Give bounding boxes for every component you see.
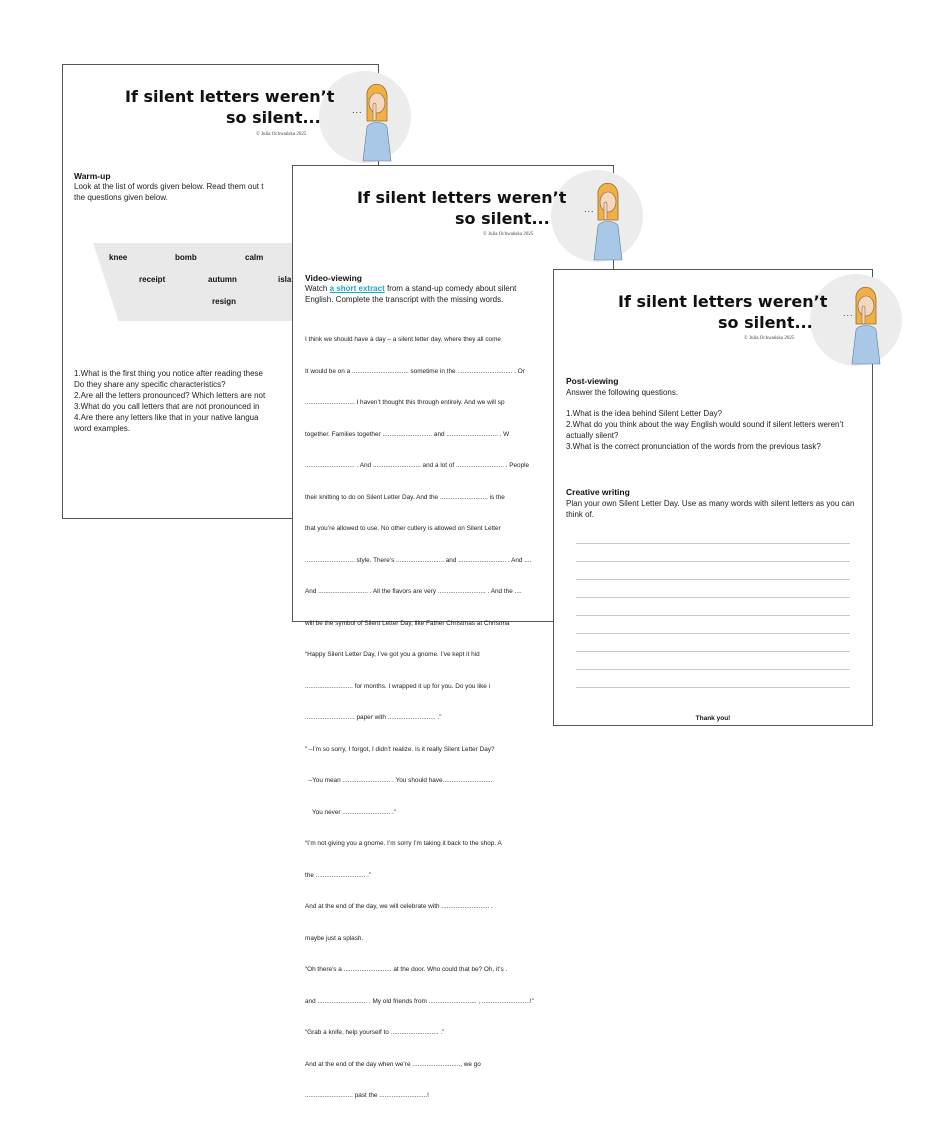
- speech-dots: ...: [352, 105, 363, 115]
- warmup-heading: Warm-up: [74, 171, 111, 181]
- transcript-line: “ –I’m so sorry, I forgot, I didn’t realize. Is it really Silent Letter Day?: [305, 745, 495, 753]
- transcript-line: –You mean ........................... . You should have............................: [305, 777, 493, 784]
- writing-line[interactable]: [576, 561, 850, 562]
- shushing-girl-illustration: [361, 75, 391, 161]
- title-line-2: so silent...: [226, 108, 321, 127]
- writing-line[interactable]: [576, 669, 850, 670]
- worksheet-page-post-viewing: [553, 269, 873, 726]
- word-item: resign: [212, 297, 237, 306]
- warmup-questions: [74, 368, 265, 434]
- instructions-text: English. Complete the transcript with the missing words.: [305, 295, 504, 304]
- instructions-text: Watch: [305, 284, 330, 293]
- transcript-line: ............................ I haven’t thought this through entirely. And we will sp: [305, 399, 505, 406]
- title-line-1: If silent letters weren’t: [618, 292, 828, 311]
- question-line: 1.What is the first thing you notice after reading these: [74, 369, 263, 378]
- transcript-line: ............................ style. There’s ........................... and ........................... . And ....: [305, 556, 532, 564]
- warmup-instructions-2: the questions given below.: [74, 193, 168, 202]
- warmup-instructions: Look at the list of words given below. Read them out t: [74, 182, 264, 191]
- writing-line[interactable]: [576, 543, 850, 544]
- question-line: 2.Are all the letters pronounced? Which letters are not: [74, 391, 266, 400]
- transcript-line: the ............................ .”: [305, 871, 372, 879]
- writing-line[interactable]: [576, 597, 850, 598]
- post-viewing-intro: Answer the following questions.: [566, 388, 679, 397]
- transcript-line: “Happy Silent Letter Day, I’ve got you a gnome. I’ve kept it hid: [305, 651, 480, 658]
- transcript-line: will be the symbol of Silent Letter Day, like Father Christmas at Christma: [305, 619, 510, 627]
- transcript-line: I think we should have a day – a silent letter day, where they all come: [305, 336, 501, 343]
- transcript-line: ........................... past the ...........................!: [305, 1092, 429, 1099]
- question-line: word examples.: [74, 424, 131, 433]
- transcript: [305, 314, 534, 1123]
- word-item: calm: [245, 253, 264, 262]
- video-link[interactable]: a short extract: [329, 284, 385, 293]
- speech-dots: ...: [584, 204, 595, 214]
- creative-writing-heading: Creative writing: [566, 487, 630, 497]
- title-line-2: so silent...: [455, 209, 550, 228]
- copyright-note: © Julia Ochwańska 2025: [256, 132, 307, 137]
- post-viewing-questions: [566, 408, 858, 452]
- transcript-line: their knitting to do on Silent Letter Day. And the ........................... is the: [305, 493, 505, 501]
- transcript-line: ........................... for months. I wrapped it up for you. Do you like i: [305, 682, 491, 690]
- title-line-1: If silent letters weren’t: [125, 87, 335, 106]
- transcript-line: And at the end of the day when we’re ..........................., we go: [305, 1060, 481, 1068]
- creative-writing-task: Plan your own Silent Letter Day. Use as many words with silent letters as you can think of.: [566, 499, 855, 519]
- speech-dots: ...: [843, 308, 854, 318]
- thank-you-note: Thank you!: [695, 715, 731, 722]
- word-item: receipt: [139, 275, 166, 284]
- question-line: 4.Are there any letters like that in your native langua: [74, 413, 259, 422]
- transcript-line: maybe just a splash.: [305, 934, 364, 942]
- transcript-line: and ............................ . My old friends from ........................... , ...........................!”: [305, 997, 534, 1005]
- writing-line[interactable]: [576, 687, 850, 688]
- word-item: isla: [278, 275, 292, 284]
- question-line: 2.What do you think about the way English would sound if silent letters weren’t actually silent?: [566, 420, 844, 440]
- instructions-text: from a stand-up comedy about silent: [384, 284, 517, 293]
- transcript-line: “I’m not giving you a gnome. I’m sorry I’m taking it back to the shop. A: [305, 840, 502, 847]
- transcript-line: “Grab a knife, help yourself to ........................... .”: [305, 1029, 445, 1036]
- copyright-note: © Julia Ochwańska 2025: [744, 336, 795, 341]
- transcript-line: It would be on a ................................ sometime in the ............................... . Or: [305, 367, 525, 375]
- question-line: Do they share any specific characteristics?: [74, 380, 226, 389]
- transcript-line: You never ........................... .”: [305, 808, 396, 816]
- transcript-line: “Oh there’s a ........................... at the door. Who could that be? Oh, it’s .: [305, 966, 508, 973]
- shushing-girl-illustration: [592, 174, 622, 260]
- word-item: knee: [109, 253, 128, 262]
- transcript-line: together. Families together ............................ and ............................. . W: [305, 430, 510, 438]
- question-line: 1.What is the idea behind Silent Letter Day?: [566, 409, 723, 418]
- transcript-line: ............................ paper with ........................... .”: [305, 714, 442, 721]
- video-viewing-heading: Video-viewing: [305, 273, 362, 283]
- shushing-girl-illustration: [850, 278, 880, 364]
- writing-line[interactable]: [576, 633, 850, 634]
- word-item: autumn: [208, 275, 237, 284]
- writing-line[interactable]: [576, 579, 850, 580]
- transcript-line: ............................ . And ........................... and a lot of ........................... . People: [305, 462, 530, 469]
- post-viewing-heading: Post-viewing: [566, 376, 619, 386]
- transcript-line: that you’re allowed to use. No other cutlery is allowed on Silent Letter: [305, 525, 501, 532]
- transcript-line: And at the end of the day, we will celebrate with ........................... .: [305, 903, 493, 910]
- question-line: 3.What do you call letters that are not pronounced in: [74, 402, 260, 411]
- transcript-line: And ............................ . All the flavors are very ........................... . And the ....: [305, 588, 522, 595]
- writing-line[interactable]: [576, 615, 850, 616]
- writing-line[interactable]: [576, 651, 850, 652]
- video-instructions: [305, 283, 516, 305]
- copyright-note: © Julia Ochwańska 2025: [483, 232, 534, 237]
- question-line: 3.What is the correct pronunciation of the words from the previous task?: [566, 442, 821, 451]
- title-line-1: If silent letters weren’t: [357, 188, 567, 207]
- title-line-2: so silent...: [718, 313, 813, 332]
- word-item: bomb: [175, 253, 197, 262]
